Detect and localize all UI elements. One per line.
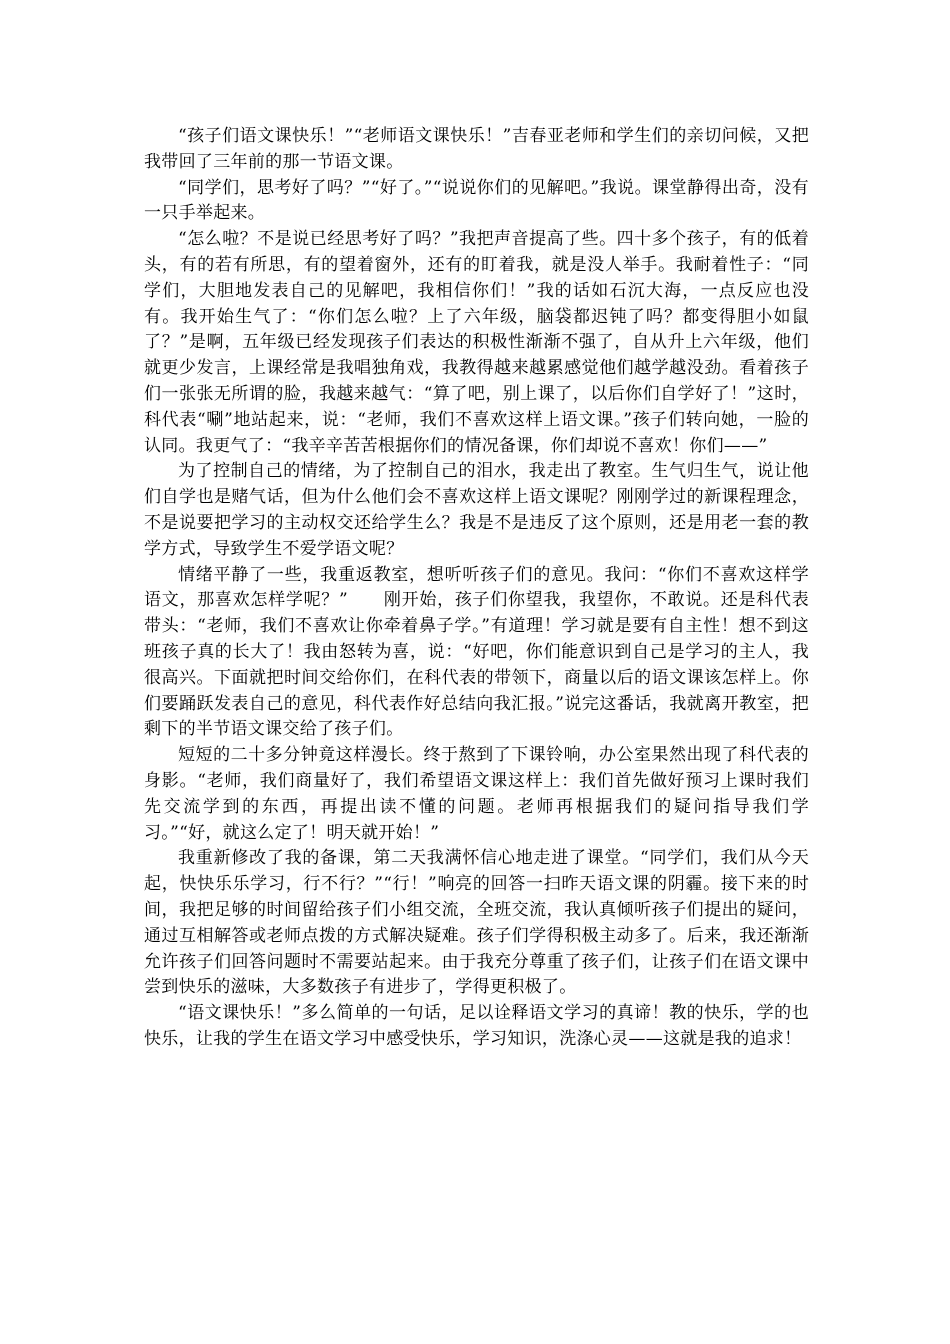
paragraph-5: 情绪平静了一些，我重返教室，想听听孩子们的意见。我问：“你们不喜欢这样学语文，那喜欢怎样学呢？” 刚开始，孩子们你望我，我望你，不敢说。还是科代表带头：“老师，我们不喜欢让你牵着鼻子学。”有道理！学习就是要有自主性！想不到这班孩子真的长大了！我由怒转为喜，说：“好吧，你们能意识到自己是学习的主人，我很高兴。下面就把时间交给你们，在科代表的带领下，商量以后的语文课该怎样上。你们要踊跃发表自己的意见，科代表作好总结向我汇报。”说完这番话，我就离开教室，把剩下的半节语文课交给了孩子们。 (144, 564, 809, 740)
paragraph-3: “怎么啦？不是说已经思考好了吗？”我把声音提高了些。四十多个孩子，有的低着头，有的若有所思，有的望着窗外，还有的盯着我，就是没人举手。我耐着性子：“同学们，大胆地发表自己的见解吧，我相信你们！”我的话如石沉大海，一点反应也没有。我开始生气了：“你们怎么啦？上了六年级，脑袋都迟钝了吗？都变得胆小如鼠了？”是啊，五年级已经发现孩子们表达的积极性渐渐不强了，自从升上六年级，他们就更少发言，上课经常是我唱独角戏，我教得越来越累感觉他们越学越没劲。看着孩子们一张张无所谓的脸，我越来越气：“算了吧，别上课了，以后你们自学好了！”这时，科代表“唰”地站起来，说：“老师，我们不喜欢这样上语文课。”孩子们转向她，一脸的认同。我更气了：“我辛辛苦苦根据你们的情况备课，你们却说不喜欢！你们——” (144, 229, 809, 456)
paragraph-6: 短短的二十多分钟竟这样漫长。终于熬到了下课铃响，办公室果然出现了科代表的身影。“老师，我们商量好了，我们希望语文课这样上：我们首先做好预习上课时我们先交流学到的东西，再提出读不懂的问题。老师再根据我们的疑问指导我们学习。”“好，就这么定了！明天就开始！” (144, 745, 809, 843)
paragraph-1: “孩子们语文课快乐！”“老师语文课快乐！”吉春亚老师和学生们的亲切问候，又把我带回了三年前的那一节语文课。 (144, 126, 809, 172)
article-body (144, 124, 809, 1053)
paragraph-4: 为了控制自己的情绪，为了控制自己的泪水，我走出了教室。生气归生气，说让他们自学也是赌气话，但为什么他们会不喜欢这样上语文课呢？刚刚学过的新课程理念，不是说要把学习的主动权交还给学生么？我是不是违反了这个原则，还是用老一套的教学方式，导致学生不爱学语文呢？ (144, 461, 809, 559)
paragraph-8: “语文课快乐！”多么简单的一句话，足以诠释语文学习的真谛！教的快乐，学的也快乐，让我的学生在语文学习中感受快乐，学习知识，洗涤心灵——这就是我的追求！ (144, 1003, 809, 1049)
paragraph-7: 我重新修改了我的备课，第二天我满怀信心地走进了课堂。“同学们，我们从今天起，快快乐乐学习，行不行？”“行！”响亮的回答一扫昨天语文课的阴霾。接下来的时间，我把足够的时间留给孩子们小组交流，全班交流，我认真倾听孩子们提出的疑问，通过互相解答或老师点拨的方式解决疑难。孩子们学得积极主动多了。后来，我还渐渐允许孩子们回答问题时不需要站起来。由于我充分尊重了孩子们，让孩子们在语文课中尝到快乐的滋味，大多数孩子有进步了，学得更积极了。 (144, 848, 809, 998)
paragraph-2: “同学们，思考好了吗？”“好了。”“说说你们的见解吧。”我说。课堂静得出奇，没有一只手举起来。 (144, 177, 809, 224)
